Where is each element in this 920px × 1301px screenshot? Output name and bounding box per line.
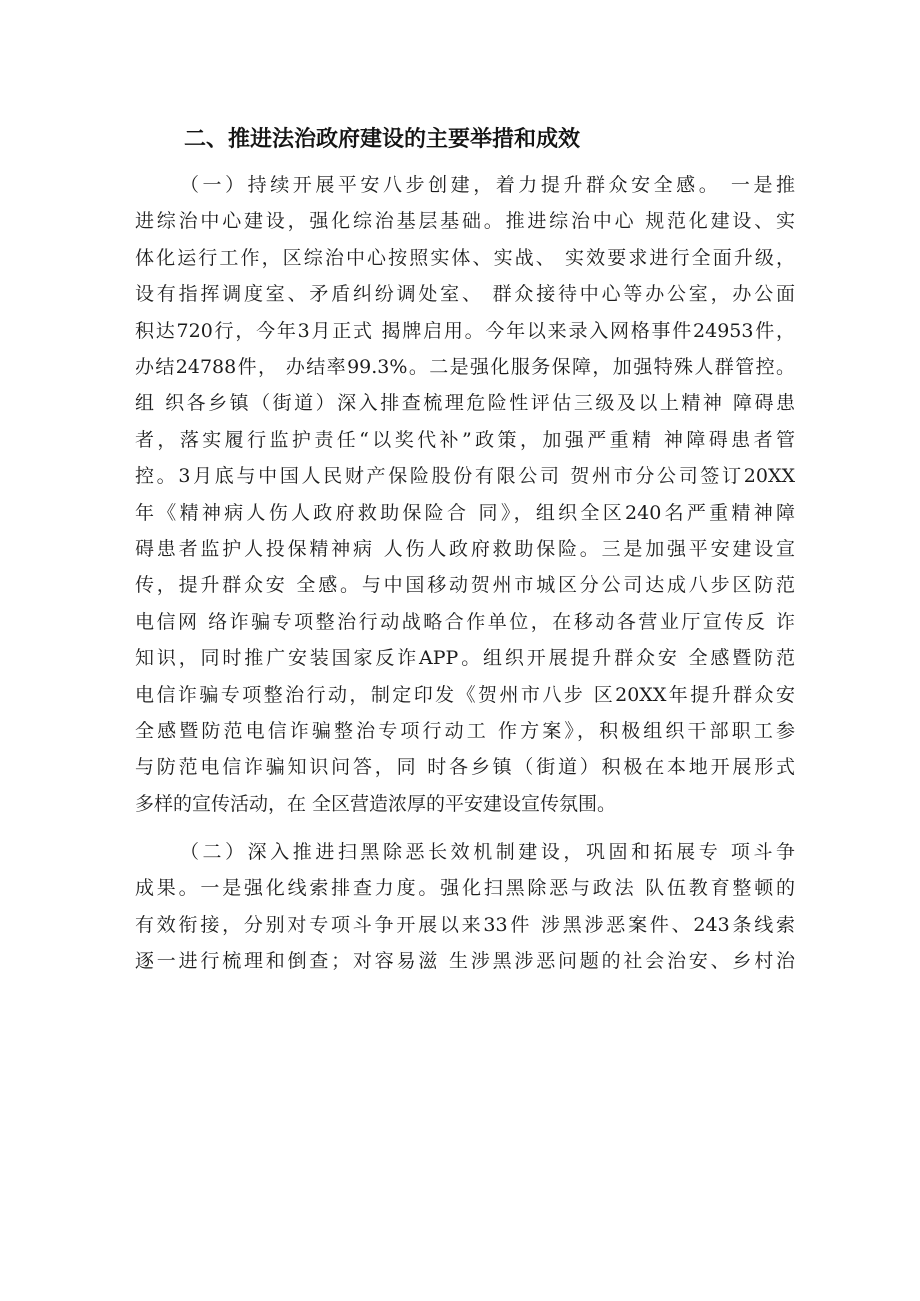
paragraph-2-line-3: 有效衔接，分别对专项斗争开展以来33件 涉黑涉恶案件、243条线索 [135,914,795,936]
paragraph-1-line-13: 电信网 络诈骗专项整治行动战略合作单位，在移动各营业厅宣传反 诈 [135,611,795,633]
paragraph-2-line-2: 成果。一是强化线索排查力度。强化扫黑除恶与政法 队伍教育整顿的 [135,877,795,899]
section-heading: 二、推进法治政府建设的主要举措和成效 [184,127,581,152]
paragraph-1-line-3: 体化运行工作，区综治中心按照实体、实战、 实效要求进行全面升级， [135,247,795,269]
paragraph-1-line-8: 者，落实履行监护责任“以奖代补”政策，加强严重精 神障碍患者管 [135,429,795,451]
paragraph-1-line-5: 积达720行，今年3月正式 揭牌启用。今年以来录入网格事件24953件， [135,320,795,342]
paragraph-1-line-9: 控。3月底与中国人民财产保险股份有限公司 贺州市分公司签订20XX [135,465,795,487]
paragraph-1-line-14: 知识，同时推广安装国家反诈APP。组织开展提升群众安 全感暨防范 [135,647,795,669]
paragraph-2-line-4: 逐一进行梳理和倒查；对容易滋 生涉黑涉恶问题的社会治安、乡村治 [135,950,795,972]
paragraph-1-line-17: 与防范电信诈骗知识问答，同 时各乡镇（街道）积极在本地开展形式 [135,756,795,778]
paragraph-1-line-1: （一）持续开展平安八步创建，着力提升群众安全感。 一是推 [180,174,795,196]
paragraph-1-line-6: 办结24788件， 办结率99.3%。二是强化服务保障，加强特殊人群管控。 [135,356,795,378]
paragraph-1-line-10: 年《精神病人伤人政府救助保险合 同》，组织全区240名严重精神障 [135,502,795,524]
paragraph-1-line-12: 传，提升群众安 全感。与中国移动贺州市城区分公司达成八步区防范 [135,574,795,596]
paragraph-1-line-2: 进综治中心建设，强化综治基层基础。推进综治中心 规范化建设、实 [135,210,795,232]
paragraph-1-line-7: 组 织各乡镇（街道）深入排查梳理危险性评估三级及以上精神 障碍患 [135,392,795,414]
paragraph-1-line-15: 电信诈骗专项整治行动，制定印发《贺州市八步 区20XX年提升群众安 [135,684,795,706]
paragraph-1-line-18: 多样的宣传活动，在 全区营造浓厚的平安建设宣传氛围。 [135,793,617,815]
paragraph-1-line-16: 全感暨防范电信诈骗整治专项行动工 作方案》，积极组织干部职工参 [135,720,795,742]
paragraph-1-line-4: 设有指挥调度室、矛盾纠纷调处室、 群众接待中心等办公室，办公面 [135,283,795,305]
paragraph-1-line-11: 碍患者监护人投保精神病 人伤人政府救助保险。三是加强平安建设宣 [135,538,795,560]
paragraph-2-line-1: （二）深入推进扫黑除恶长效机制建设，巩固和拓展专 项斗争 [180,841,795,863]
